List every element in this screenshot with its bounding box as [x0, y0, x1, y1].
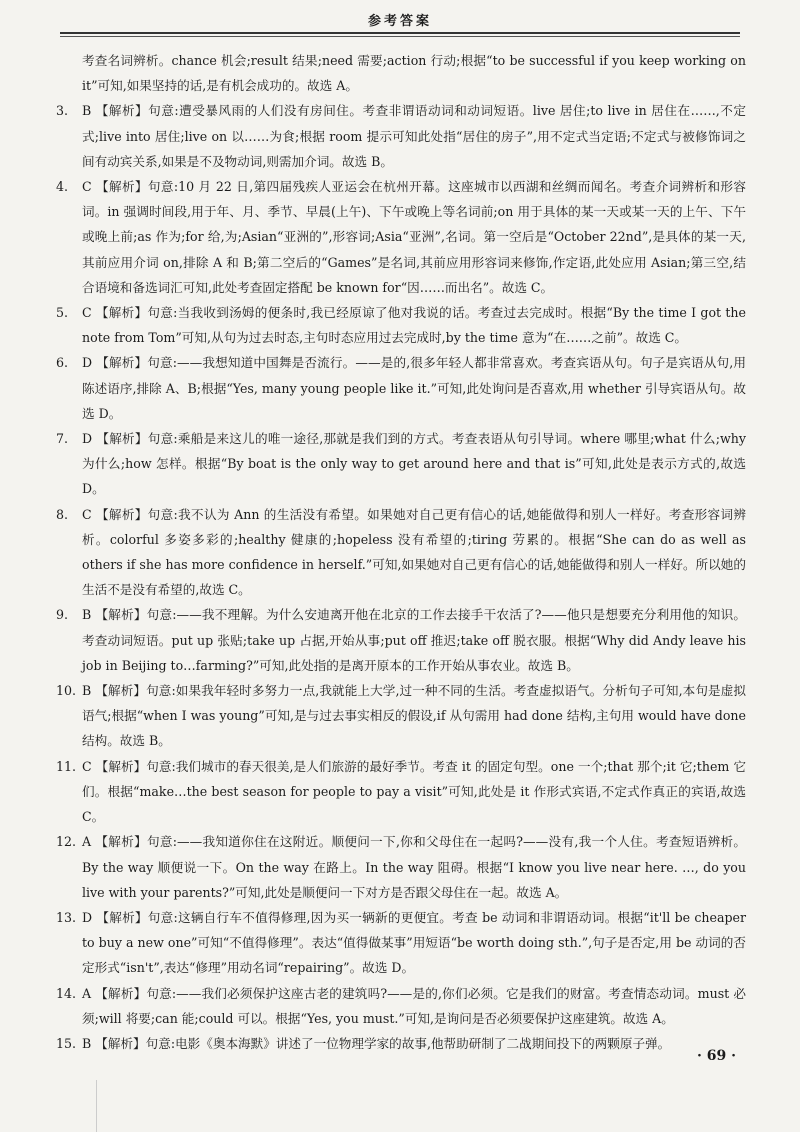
answer-item-text: D 【解析】句意:这辆自行车不值得修理,因为买一辆新的更便宜。考查 be 动词和非谓语动词。根据“it'll be cheaper to buy a new one”可知“不值得修理”。表达“值得做某事”用短语“be worth doing sth.”,句子是否定,用 be 动词的否定形式“isn't”,表达“修理”用动名词“repairing”。故选 D。	[82, 909, 746, 976]
answer-item-number: 10.	[56, 683, 77, 699]
answer-content	[56, 48, 746, 1056]
answer-item	[56, 678, 746, 754]
answer-item-text: A 【解析】句意:——我们必须保护这座古老的建筑吗?——是的,你们必须。它是我们的财富。考查情态动词。must 必须;will 将要;can 能;could 可以。根据“Yes, you must.”可知,是询问是否必须要保护这座建筑。故选 A。	[82, 985, 746, 1026]
header-title: 参考答案	[367, 14, 432, 29]
header-rule-thin	[60, 36, 740, 37]
answer-item-text: D 【解析】句意:乘船是来这儿的唯一途径,那就是我们到的方式。考查表语从句引导词。where 哪里;what 什么;why 为什么;how 怎样。根据“By boat is the only way to get around here and that is”可知,此处是表示方式的,故选 D。	[82, 431, 746, 497]
answer-item-text: A 【解析】句意:——我知道你住在这附近。顺便问一下,你和父母住在一起吗?——没有,我一个人住。考查短语辨析。By the way 顺便说一下。On the way 在路上。In the way 阻碍。根据“I know you live near here. …, do you live with your parents?”可知,此处是顺便问一下对方是否跟父母住在一起。故选 A。	[82, 834, 746, 900]
answer-item-number: 13.	[56, 909, 77, 925]
answer-item-number: 15.	[56, 1035, 77, 1051]
answer-item-text: C 【解析】句意:我们城市的春天很美,是人们旅游的最好季节。考查 it 的固定句型。one 一个;that 那个;it 它;them 它们。根据“make…the best season for people to pay a visit”可知,此处是 it 作形式宾语,不定式作真正的宾语,故选 C。	[82, 758, 746, 825]
answer-item-text: C 【解析】句意:10 月 22 日,第四届残疾人亚运会在杭州开幕。这座城市以西湖和丝绸而闻名。考查介词辨析和形容词。in 强调时间段,用于年、月、季节、早晨(上午)、下午或晚上等名词前;on 用于具体的某一天或某一天的上午、下午或晚上前;as 作为;for 给,为;Asian“亚洲的”,形容词;Asia“亚洲”,名词。第一空后是“October 22nd”,是具体的某一天,其前应用介词 on,排除 A 和 B;第二空后的“Games”是名词,其前应用形容词来修饰,作定语,此处应用 Asian;第三空,结合语境和备选词汇可知,此处考查固定搭配 be known for“因……而出名”。故选 C。	[82, 179, 746, 295]
answer-item	[56, 426, 746, 502]
answer-item	[56, 905, 746, 981]
answer-item-number: 6.	[56, 355, 69, 371]
answer-item-text: B 【解析】句意:如果我年轻时多努力一点,我就能上大学,过一种不同的生活。考查虚拟语气。分析句子可知,本句是虚拟语气;根据“when I was young”可知,是与过去事实相反的假设,if 从句需用 had done 结构,主句用 would have done 结构。故选 B。	[82, 683, 746, 749]
answer-item	[56, 602, 746, 678]
page-header	[60, 10, 740, 29]
answer-item-number: 11.	[56, 758, 77, 774]
answer-item	[56, 754, 746, 830]
intro-paragraph: 考查名词辨析。chance 机会;result 结果;need 需要;action 行动;根据“to be successful if you keep working on it”可知,如果坚持的话,是有机会成功的。故选 A。	[82, 53, 746, 94]
answer-item-number: 9.	[56, 607, 69, 623]
answer-item	[56, 829, 746, 905]
answer-item-number: 3.	[56, 103, 69, 119]
answer-item-text: C 【解析】句意:当我收到汤姆的便条时,我已经原谅了他对我说的话。考查过去完成时。根据“By the time I got the note from Tom”可知,从句为过去时态,主句时态应用过去完成时,by the time 意为“在……之前”。故选 C。	[82, 305, 746, 346]
answer-item-number: 7.	[56, 431, 69, 447]
binding-edge-line	[96, 1080, 97, 1132]
answer-item	[56, 981, 746, 1031]
header-rule	[60, 32, 740, 34]
answer-item-text: D 【解析】句意:——我想知道中国舞是否流行。——是的,很多年轻人都非常喜欢。考查宾语从句。句子是宾语从句,用陈述语序,排除 A、B;根据“Yes, many young people like it.”可知,此处询问是否喜欢,用 whether 引导宾语从句。故选 D。	[82, 355, 746, 421]
answer-item	[56, 300, 746, 350]
answer-item	[56, 1031, 746, 1056]
answer-item	[56, 350, 746, 426]
answer-item-number: 8.	[56, 506, 69, 522]
answer-item	[56, 174, 746, 300]
answer-item-text: B 【解析】句意:遭受暴风雨的人们没有房间住。考查非谓语动词和动词短语。live 居住;to live in 居住在……,不定式;live into 居住;live on 以……为食;根据 room 提示可知此处指“居住的房子”,用不定式当定语;不定式与被修饰词之间有动宾关系,如果是不及物动词,则需加介词。故选 B。	[82, 103, 746, 169]
answer-item-text: B 【解析】句意:——我不理解。为什么安迪离开他在北京的工作去接手干农活了?——他只是想要充分利用他的知识。考查动词短语。put up 张贴;take up 占据,开始从事;put off 推迟;take off 脱衣服。根据“Why did Andy leave his job in Beijing to…farming?”可知,此处指的是离开原本的工作开始从事农业。故选 B。	[82, 607, 746, 673]
answer-list	[56, 98, 746, 1056]
answer-item-number: 14.	[56, 985, 77, 1001]
answer-item-text: B 【解析】句意:电影《奥本海默》讲述了一位物理学家的故事,他帮助研制了二战期间投下的两颗原子弹。	[82, 1035, 671, 1051]
answer-item-number: 12.	[56, 834, 77, 850]
page-number: · 69 ·	[697, 1048, 736, 1064]
answer-item-number: 4.	[56, 179, 69, 195]
answer-item	[56, 98, 746, 174]
answer-item	[56, 502, 746, 603]
answer-item-number: 5.	[56, 305, 69, 321]
answer-item-text: C 【解析】句意:我不认为 Ann 的生活没有希望。如果她对自己更有信心的话,她能做得和别人一样好。考查形容词辨析。colorful 多姿多彩的;healthy 健康的;hopeless 没有希望的;tiring 劳累的。根据“She can do as well as others if she has more confidence in herself.”可知,如果她对自己更有信心的话,她能做得和别人一样好。所以她的生活不是没有希望的,故选 C。	[82, 506, 746, 598]
